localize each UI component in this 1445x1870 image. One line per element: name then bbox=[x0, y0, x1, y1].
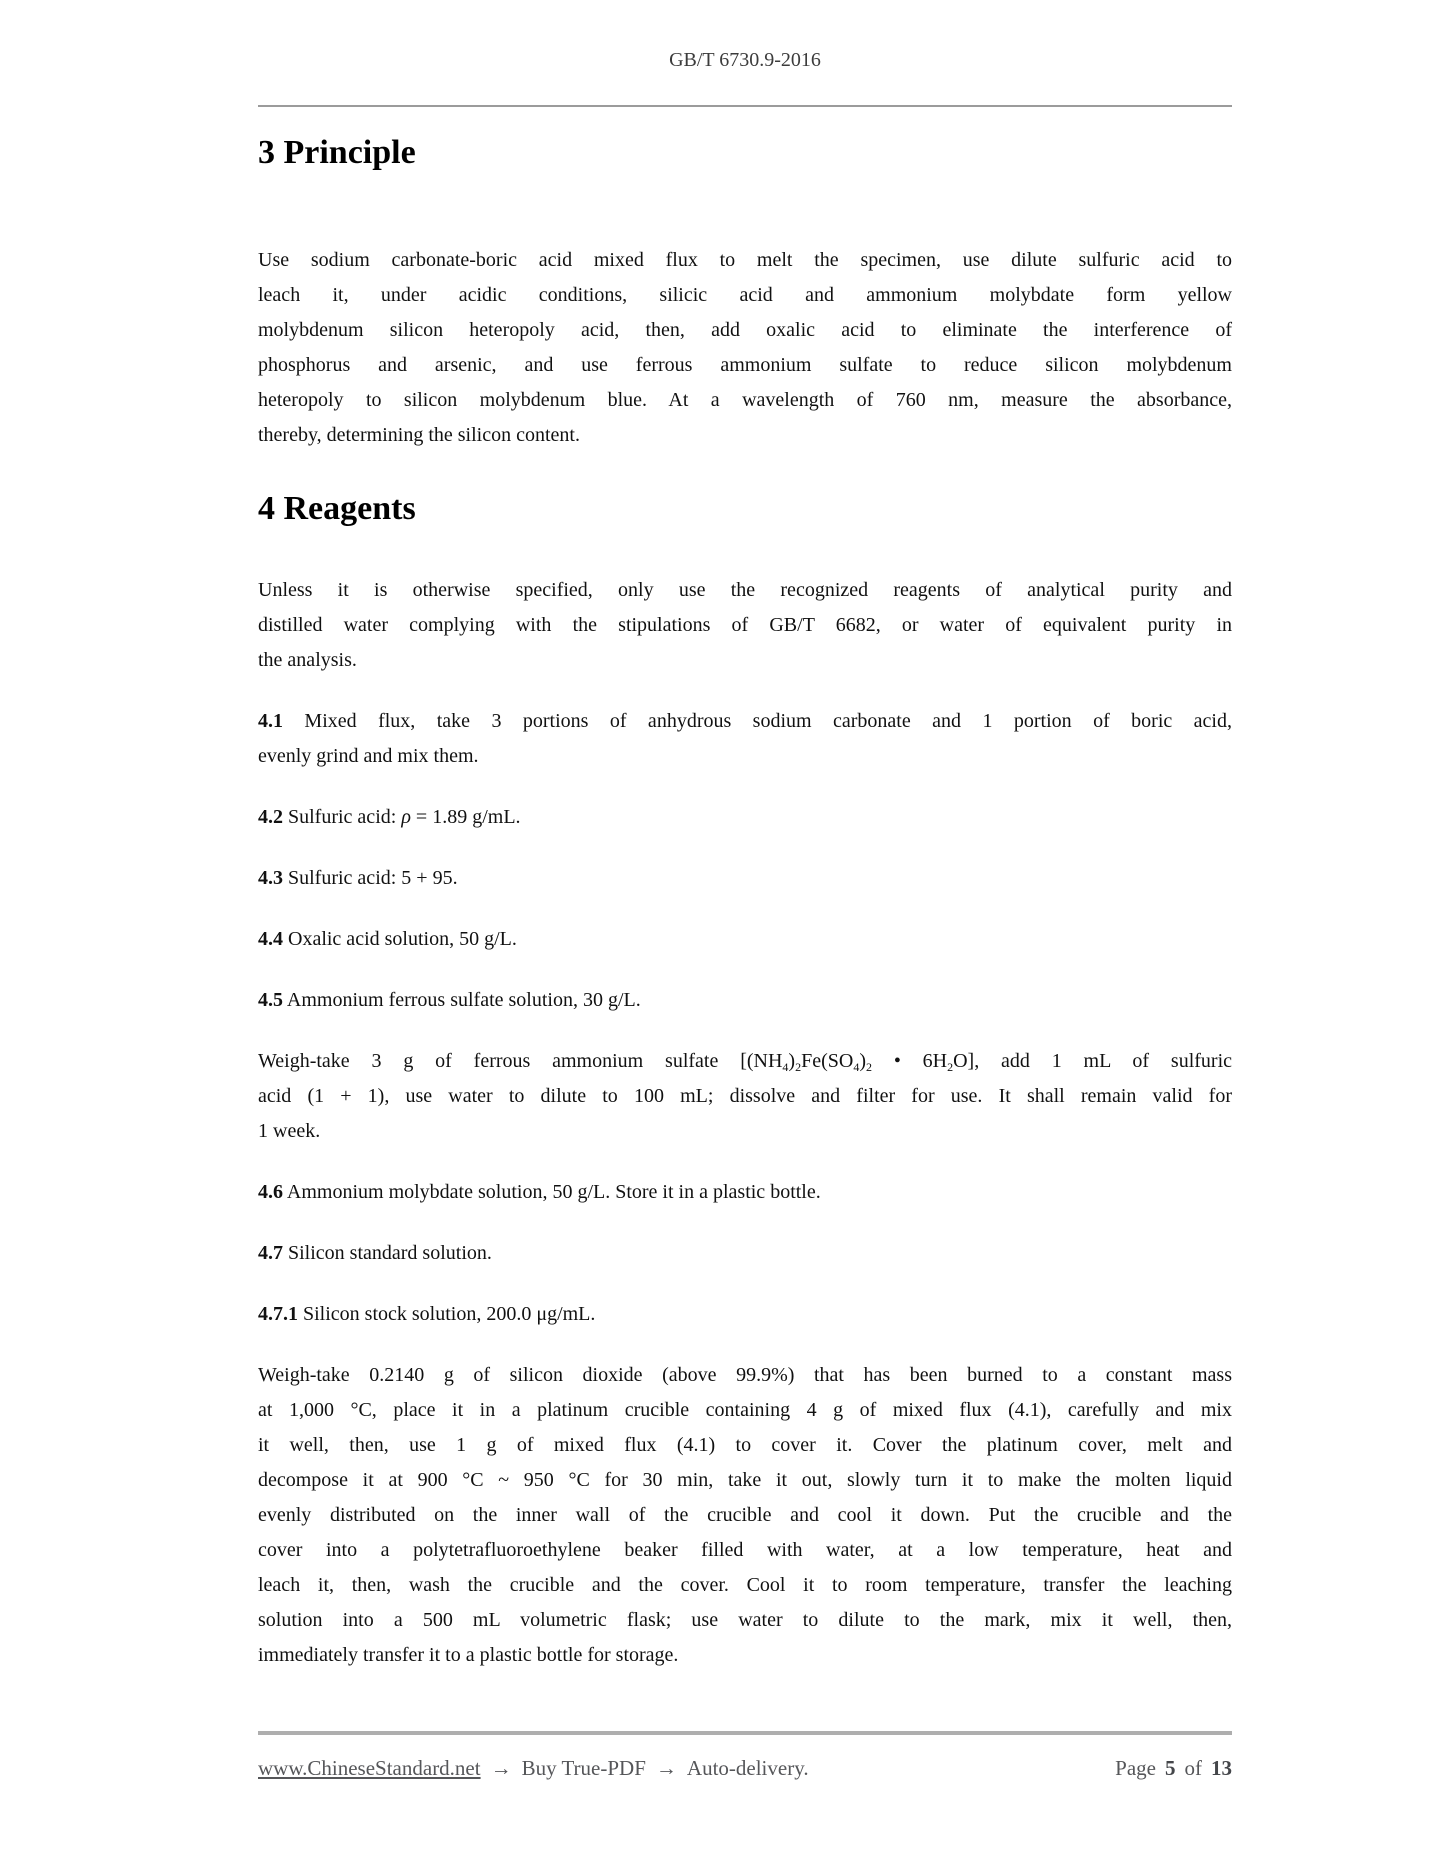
buy-true-pdf-text: Buy True-PDF bbox=[521, 1756, 646, 1780]
paragraph-principle: Use sodium carbonate-boric acid mixed flux to melt the specimen, use dilute sulfuric acid to leach it, under acidic conditions, silicic acid and ammonium molybdate form yellow molybdenum silicon heteropoly acid, then, add oxalic acid to eliminate the interference of phosphorus and arsenic, and use ferrous ammonium sulfate to reduce silicon molybdenum heteropoly to silicon molybdenum blue. At a wavelength of 760 nm, measure the absorbance, thereby, determining the silicon content. bbox=[258, 249, 1232, 446]
page-number-total: 13 bbox=[1211, 1756, 1232, 1780]
footer-left bbox=[258, 1754, 809, 1782]
chinesestandard-link[interactable]: www.ChineseStandard.net bbox=[258, 1756, 481, 1780]
clause-4-2-sulfuric-acid: 4.2 Sulfuric acid: ρ = 1.89 g/mL. bbox=[258, 806, 521, 828]
page-number-current: 5 bbox=[1165, 1756, 1176, 1780]
paragraph-4-7-1-preparation: Weigh-take 0.2140 g of silicon dioxide (above 99.9%) that has been burned to a constant mass at 1,000 °C, place it in a platinum crucible containing 4 g of mixed flux (4.1), carefully and mix it well, then, use 1 g of mixed flux (4.1) to cover it. Cover the platinum cover, melt and decompose it at 900 °C ~ 950 °C for 30 min, take it out, slowly turn it to make the molten liquid evenly distributed on the inner wall of the crucible and cool it down. Put the crucible and the cover into a polytetrafluoroethylene beaker filled with water, at a low temperature, heat and leach it, then, wash the crucible and the cover. Cool it to room temperature, transfer the leaching solution into a 500 mL volumetric flask; use water to dilute to the mark, mix it well, then, immediately transfer it to a plastic bottle for storage. bbox=[258, 1364, 1232, 1666]
section-heading-reagents: 4 Reagents bbox=[258, 490, 416, 527]
header-rule bbox=[258, 105, 1232, 107]
clause-4-7-silicon-standard: 4.7 Silicon standard solution. bbox=[258, 1242, 492, 1264]
clause-4-7-1-silicon-stock: 4.7.1 Silicon stock solution, 200.0 μg/mL. bbox=[258, 1303, 596, 1325]
standard-number-header: GB/T 6730.9-2016 bbox=[669, 49, 821, 71]
arrow-icon: → bbox=[490, 1756, 512, 1780]
paragraph-reagents-intro: Unless it is otherwise specified, only use the recognized reagents of analytical purity and distilled water complying with the stipulations of GB/T 6682, or water of equivalent purity in the analysis. bbox=[258, 579, 1232, 671]
clause-4-1-mixed-flux: 4.1 Mixed flux, take 3 portions of anhydrous sodium carbonate and 1 portion of boric acid, evenly grind and mix them. bbox=[258, 710, 1232, 767]
content-area bbox=[258, 0, 1232, 1673]
arrow-icon: → bbox=[655, 1756, 677, 1780]
footer-rule bbox=[258, 1731, 1232, 1735]
page-footer bbox=[258, 1731, 1232, 1782]
page-word: Page bbox=[1115, 1756, 1156, 1780]
clause-4-6-ammonium-molybdate: 4.6 Ammonium molybdate solution, 50 g/L. Store it in a plastic bottle. bbox=[258, 1181, 821, 1203]
paragraph-4-5-preparation: Weigh-take 3 g of ferrous ammonium sulfate [$(NH_4)_2Fe(SO_4)_2$ • $6H_2O$], add 1 mL of sulfuric acid (1 + 1), use water to dilute to 100 mL; dissolve and filter for use. It shall remain valid for 1 week. bbox=[258, 1050, 1232, 1142]
clause-4-3-sulfuric-acid: 4.3 Sulfuric acid: 5 + 95. bbox=[258, 867, 458, 889]
section-heading-principle: 3 Principle bbox=[258, 134, 416, 171]
auto-delivery-text: Auto-delivery. bbox=[686, 1756, 809, 1780]
page-indicator bbox=[1115, 1754, 1232, 1782]
of-word: of bbox=[1184, 1756, 1202, 1780]
footer-line bbox=[258, 1754, 1232, 1782]
clause-4-4-oxalic-acid: 4.4 Oxalic acid solution, 50 g/L. bbox=[258, 928, 517, 950]
clause-4-5-ammonium-ferrous-sulfate: 4.5 Ammonium ferrous sulfate solution, 30 g/L. bbox=[258, 989, 641, 1011]
